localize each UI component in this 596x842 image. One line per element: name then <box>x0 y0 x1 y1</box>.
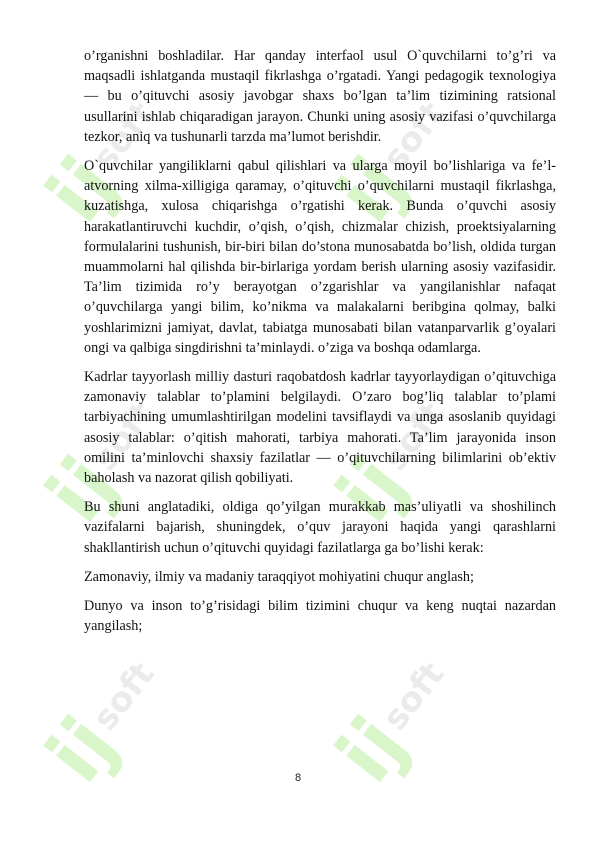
body-paragraph: Kadrlar tayyorlash milliy dasturi raqobatdosh kadrlar tayyorlaydigan o’qituvchiga zamonaviy talablar to’plamini belgilaydi. O’zaro bog’liq talablar to’plami tarbiyachining umumlashtirilgan modelini tavsiflaydi va unga asoslanib quyidagi asosiy talablar: o’qitish mahorati, tarbiya mahorati. Ta’lim jarayonida inson omilini ta’minlovchi shaxsiy fazilatlar — o’qituvchilarning bilimlarini ob’ektiv baholash va nazorat qilish qobiliyati. <box>84 369 556 487</box>
watermark-sub-text: soft <box>85 654 163 739</box>
watermark-sub-text: soft <box>375 394 453 479</box>
document-body <box>84 46 556 645</box>
page-number: 8 <box>294 772 302 784</box>
body-paragraph: Dunyo va inson to’g’risidagi bilim tizimini chuqur va keng nuqtai nazardan yangilash; <box>84 598 556 635</box>
watermark-sub-text: soft <box>375 94 453 179</box>
body-paragraph: Zamonaviy, ilmiy va madaniy taraqqiyot mohiyatini chuqur anglash; <box>84 568 474 585</box>
watermark-main-text: ij <box>319 701 424 799</box>
watermark-sub-text: soft <box>85 394 163 479</box>
watermark-main-text: ij <box>29 141 134 239</box>
body-paragraph: Bu shuni anglatadiki, oldiga qo’yilgan murakkab mas’uliyatli va shoshilinch vazifalarni bajarish, shuningdek, o’quv jarayoni haqida yangi qarashlarni shakllantirish uchun o’qituvchi quyidagi fazilatlarga ga bo’lishi kerak: <box>84 499 556 556</box>
watermark-sub-text: soft <box>375 654 453 739</box>
body-paragraph: O`quvchilar yangiliklarni qabul qilishlari va ularga moyil bo’lishlariga va fe’l-atvorning xilma-xilligiga qaramay, o’qituvchi o’quvchilarni mustaqil fikrlashga, kuzatishga, xulosa chiqarishga o’rgatishi kerak. Bunda o’quvchi asosiy harakatlantiruvchi kuchdir, o’qish, o’qish, chizmalar chizish, proektsiyalarning formulalarini tushunish, bir-biri bilan do’stona munosabatda bo’lish, oldida turgan muammolarni hal qilishda bir-birlariga yordam berish ularning asosiy vazifasidir. Ta’lim tizimida ro’y berayotgan o’zgarishlar va yangilanishlar nafaqat o’quvchilarga yangi bilim, ko’nikma va malakalarni beribgina qolmay, balki yoshlarimizni jamiyat, davlat, tabiatga munosabati bilan vatanparvarlik g’oyalari ongi va qalbiga singdirishni ta’minlaydi. o’ziga va boshqa odamlarga. <box>84 158 556 356</box>
watermark-sub-text: soft <box>85 94 163 179</box>
watermark-main-text: ij <box>29 701 134 799</box>
watermark-main-text: ij <box>29 441 134 539</box>
watermark-main-text: ij <box>319 441 424 539</box>
body-paragraph: o’rganishni boshladilar. Har qanday interfaol usul O`quvchilarni to’g’ri va maqsadli ishlatganda mustaqil fikrlashga o’rgatadi. Yangi pedagogik texnologiya — bu o’qituvchi asosiy javobgar shaxs bo’lgan ta’lim tizimining ratsional usullarini ishlab chiqaradigan jarayon. Chunki uning asosiy vazifasi o’quvchilarga tezkor, aniq va tushunarli tarzda ma’lumot berishdir. <box>84 48 556 145</box>
watermark-main-text: ij <box>319 141 424 239</box>
